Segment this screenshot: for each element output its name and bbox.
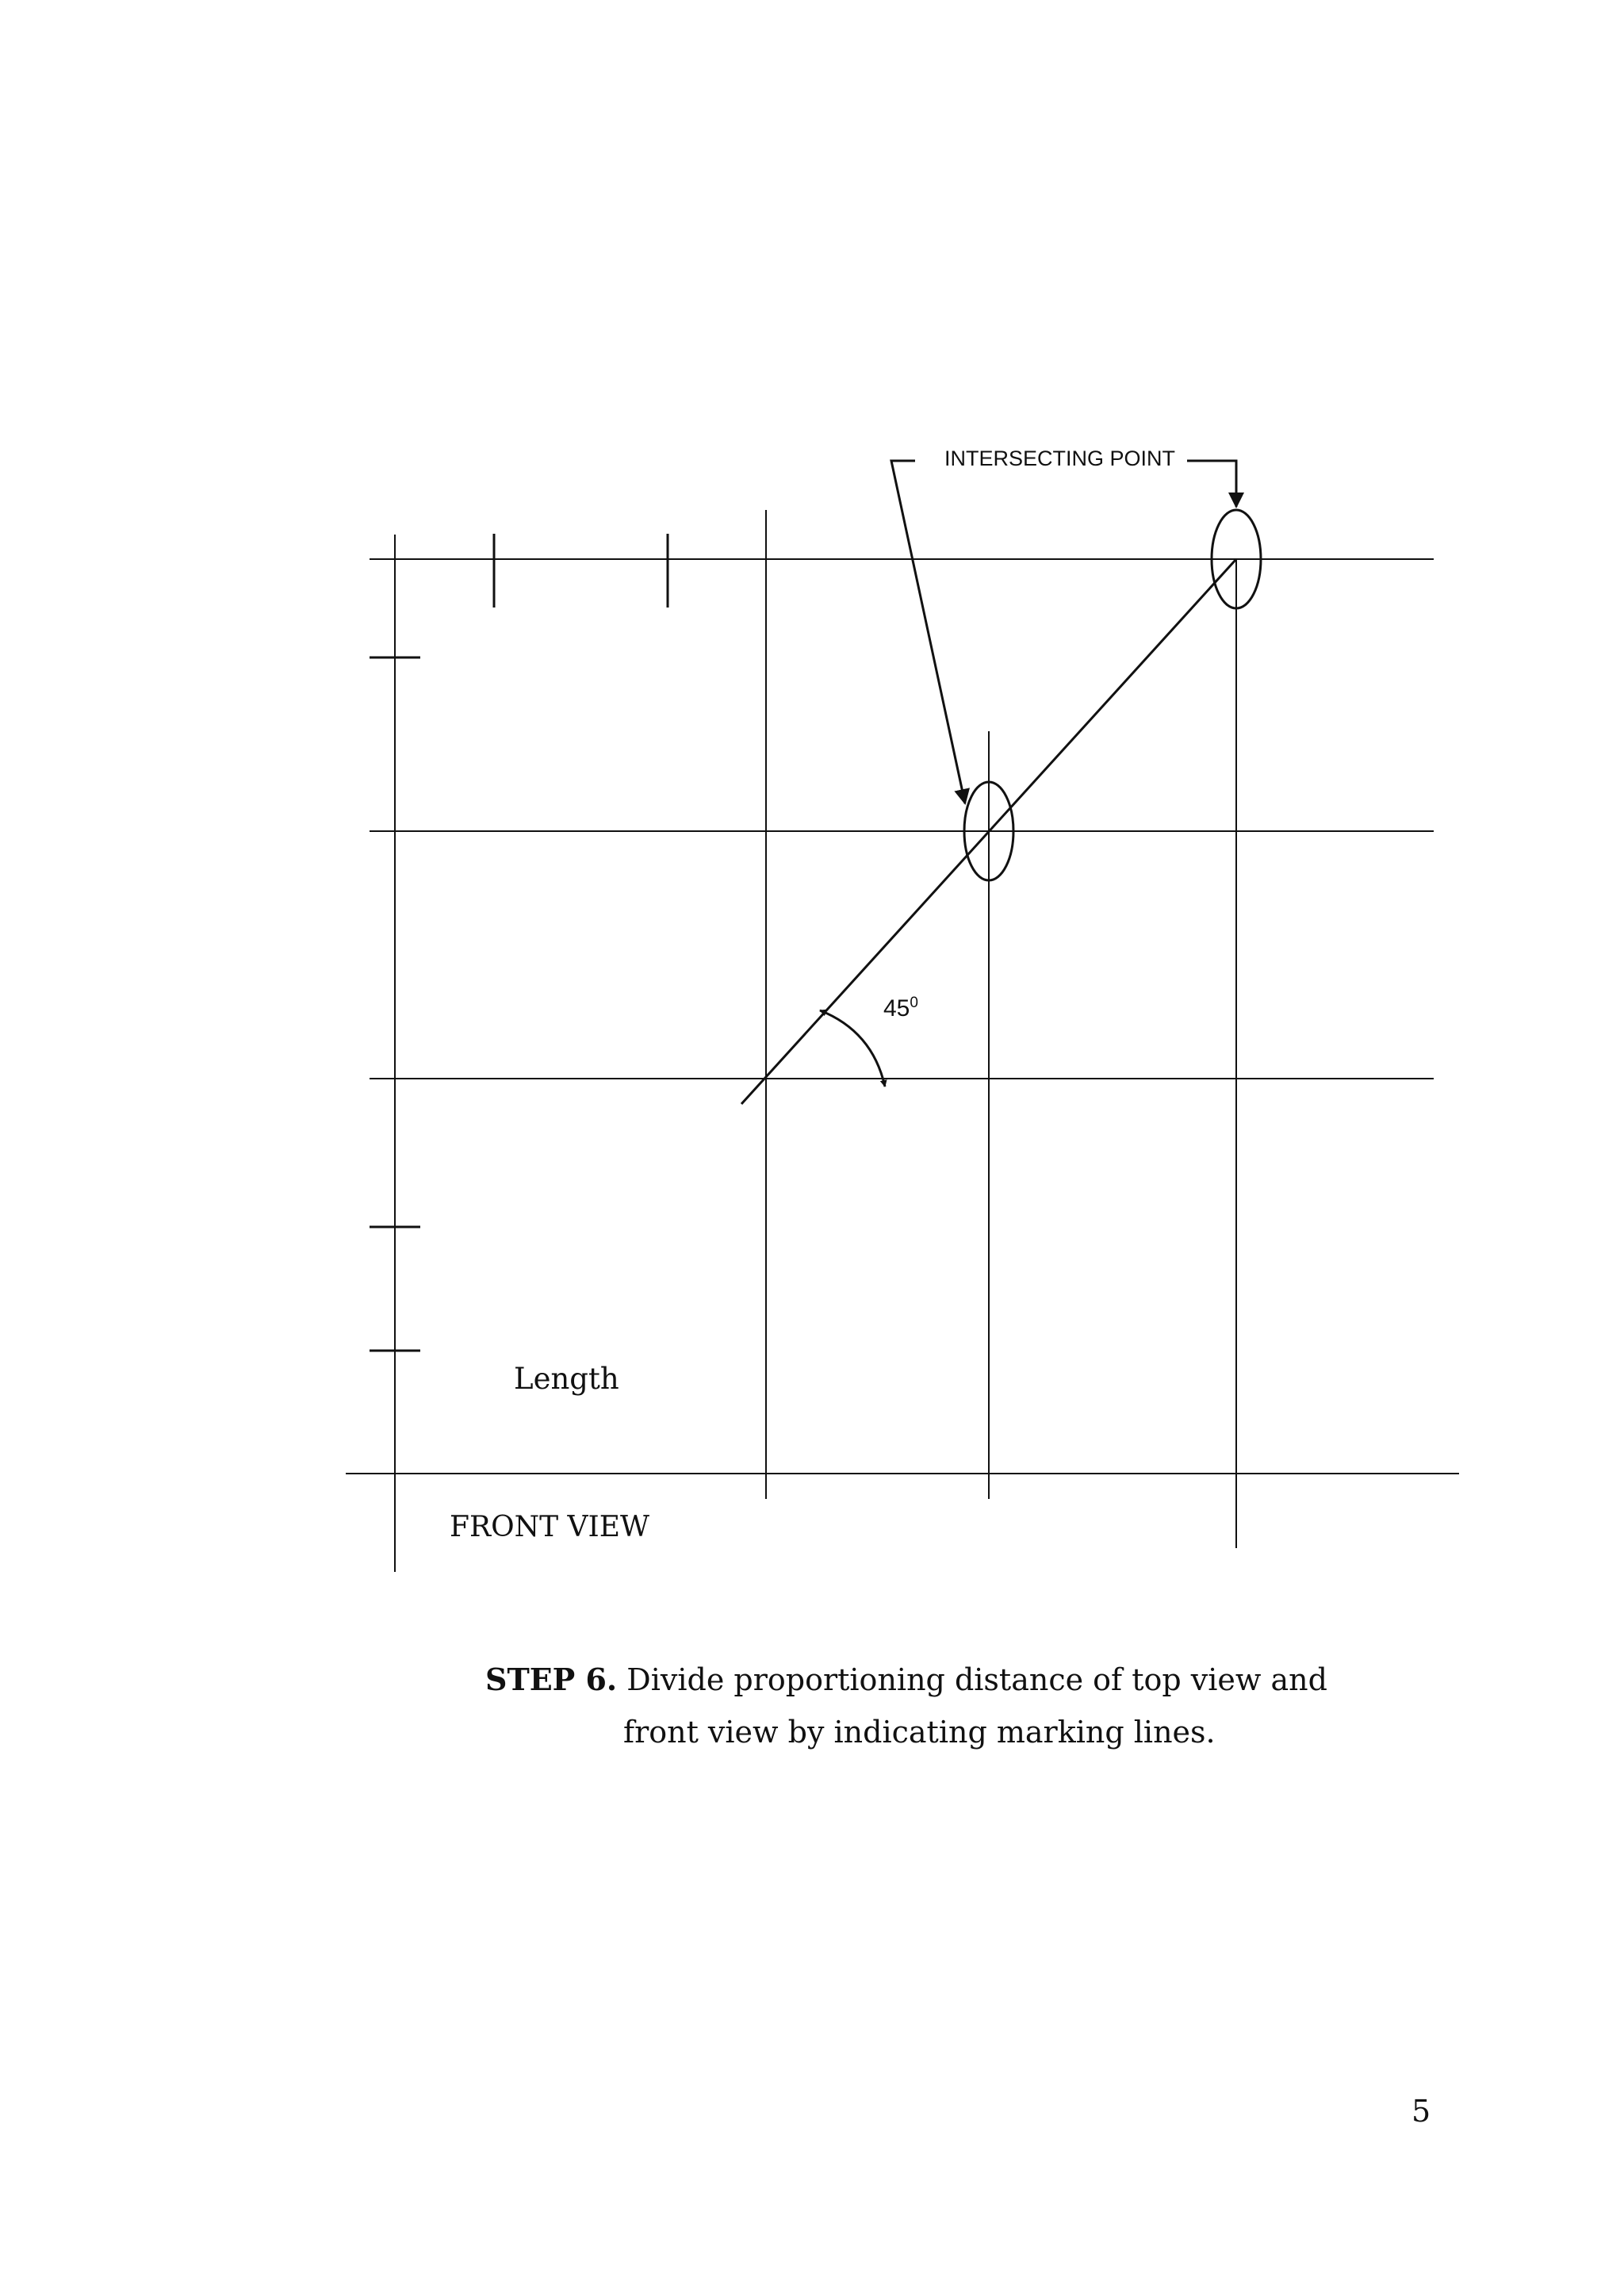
step-caption xyxy=(485,1654,1358,1758)
step-text-line-2: front view by indicating marking lines. xyxy=(623,1715,1216,1750)
callout-leader-upper xyxy=(1187,461,1236,507)
length-label: Length xyxy=(514,1362,619,1396)
angle-label xyxy=(883,995,918,1022)
marking-ticks xyxy=(370,534,668,1351)
vertical-projection-lines xyxy=(395,510,1236,1572)
step-text-line-1: Divide proportioning distance of top view and xyxy=(626,1662,1327,1697)
callout-leader-lower xyxy=(891,461,965,803)
page-number: 5 xyxy=(1411,2094,1431,2129)
angle-degree-sup: 0 xyxy=(910,995,918,1011)
callout-label: INTERSECTING POINT xyxy=(944,447,1176,470)
angle-arc-arrow xyxy=(820,1010,885,1087)
step-number: STEP 6. xyxy=(485,1662,618,1697)
front-view-label: FRONT VIEW xyxy=(450,1511,650,1543)
angle-value: 45 xyxy=(883,995,910,1022)
